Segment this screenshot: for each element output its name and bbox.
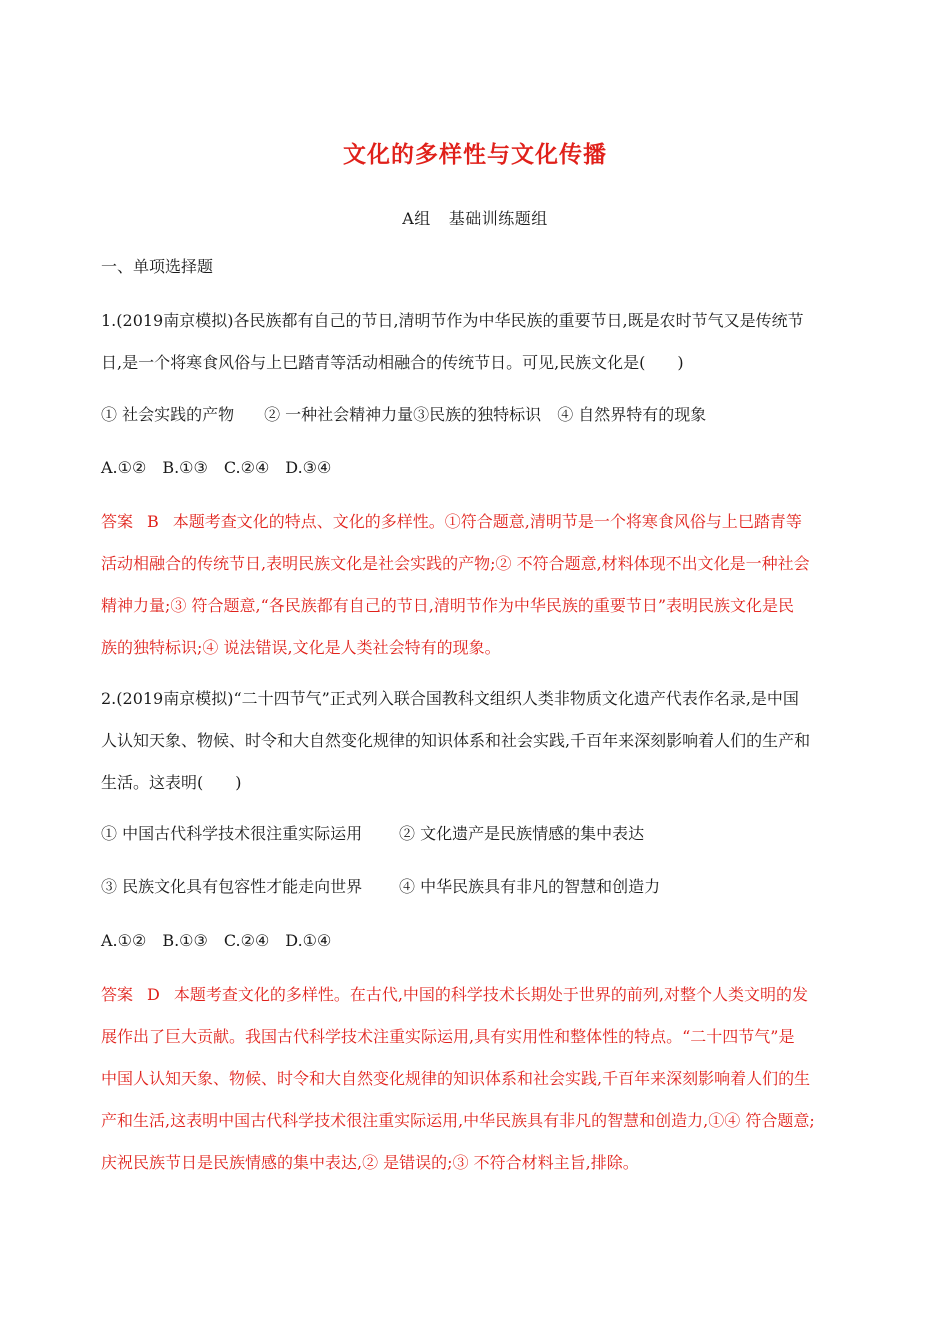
question-1: [101, 300, 856, 384]
explanation-line: 族的独特标识;④ 说法错误,文化是人类社会特有的现象。: [101, 638, 501, 657]
explanation-line: 本题考查文化的多样性。在古代,中国的科学技术长期处于世界的前列,对整个人类文明的发: [173, 985, 809, 1004]
question-1-choices: [101, 447, 856, 489]
explanation-line: 本题考查文化的特点、文化的多样性。①符合题意,清明节是一个将寒食风俗与上巳踏青等: [172, 512, 802, 531]
question-1-stem-line: 日,是一个将寒食风俗与上巳踏青等活动相融合的传统节日。可见,民族文化是( ): [101, 353, 684, 372]
choices-line: A.①② B.①③ C.②④ D.①④: [101, 931, 332, 950]
answer-key: B: [147, 512, 159, 531]
statement-4: ④ 自然界特有的现象: [557, 405, 707, 424]
explanation-line: 展作出了巨大贡献。我国古代科学技术注重实际运用,具有实用性和整体性的特点。“二十四节气”是: [101, 1027, 795, 1046]
explanation-line: 中国人认知天象、物候、时令和大自然变化规律的知识体系和社会实践,千百年来深刻影响着人们的生: [101, 1069, 811, 1088]
explanation-line: 庆祝民族节日是民族情感的集中表达,② 是错误的;③ 不符合材料主旨,排除。: [101, 1153, 639, 1172]
answer-label: 答案: [101, 985, 134, 1004]
choices-line: A.①② B.①③ C.②④ D.③④: [101, 458, 332, 477]
section-heading: [101, 246, 856, 288]
question-2-stem-line: 2.(2019南京模拟)“二十四节气”正式列入联合国教科文组织人类非物质文化遗产代表作名录,是中国: [101, 689, 799, 708]
question-2-statements: [101, 813, 856, 908]
question-2-stem-line: 生活。这表明( ): [101, 773, 242, 792]
page-title: 文化的多样性与文化传播: [343, 142, 607, 168]
statement-1: ① 中国古代科学技术很注重实际运用: [101, 824, 363, 843]
statement-2: ② 文化遗产是民族情感的集中表达: [399, 824, 645, 843]
statement-3: ③ 民族文化具有包容性才能走向世界: [101, 877, 363, 896]
explanation-line: 活动相融合的传统节日,表明民族文化是社会实践的产物;② 不符合题意,材料体现不出文化是一种社会: [101, 554, 810, 573]
statement-1: ① 社会实践的产物: [101, 405, 235, 424]
section-title: 一、单项选择题: [101, 257, 214, 276]
question-2-answer: [101, 974, 856, 1184]
explanation-line: 产和生活,这表明中国古代科学技术很注重实际运用,中华民族具有非凡的智慧和创造力,①④ 符合题意;: [101, 1111, 815, 1130]
question-1-answer: [101, 501, 856, 669]
question-1-statements: [101, 394, 856, 436]
group-name: A组: [402, 209, 431, 228]
statement-2: ② 一种社会精神力量③民族的独特标识: [264, 405, 542, 424]
question-2-choices: [101, 920, 856, 962]
question-1-stem-line: 1.(2019南京模拟)各民族都有自己的节日,清明节作为中华民族的重要节日,既是农时节气又是传统节: [101, 311, 804, 330]
statement-4: ④ 中华民族具有非凡的智慧和创造力: [399, 877, 661, 896]
group-subtitle: 基础训练题组: [448, 209, 548, 228]
answer-key: D: [147, 985, 160, 1004]
question-2: [101, 678, 856, 804]
explanation-line: 精神力量;③ 符合题意,“各民族都有自己的节日,清明节作为中华民族的重要节日”表明民族文化是民: [101, 596, 795, 615]
answer-label: 答案: [101, 512, 134, 531]
question-2-stem-line: 人认知天象、物候、时令和大自然变化规律的知识体系和社会实践,千百年来深刻影响着人们的生产和: [101, 731, 811, 750]
group-heading: [0, 206, 950, 229]
